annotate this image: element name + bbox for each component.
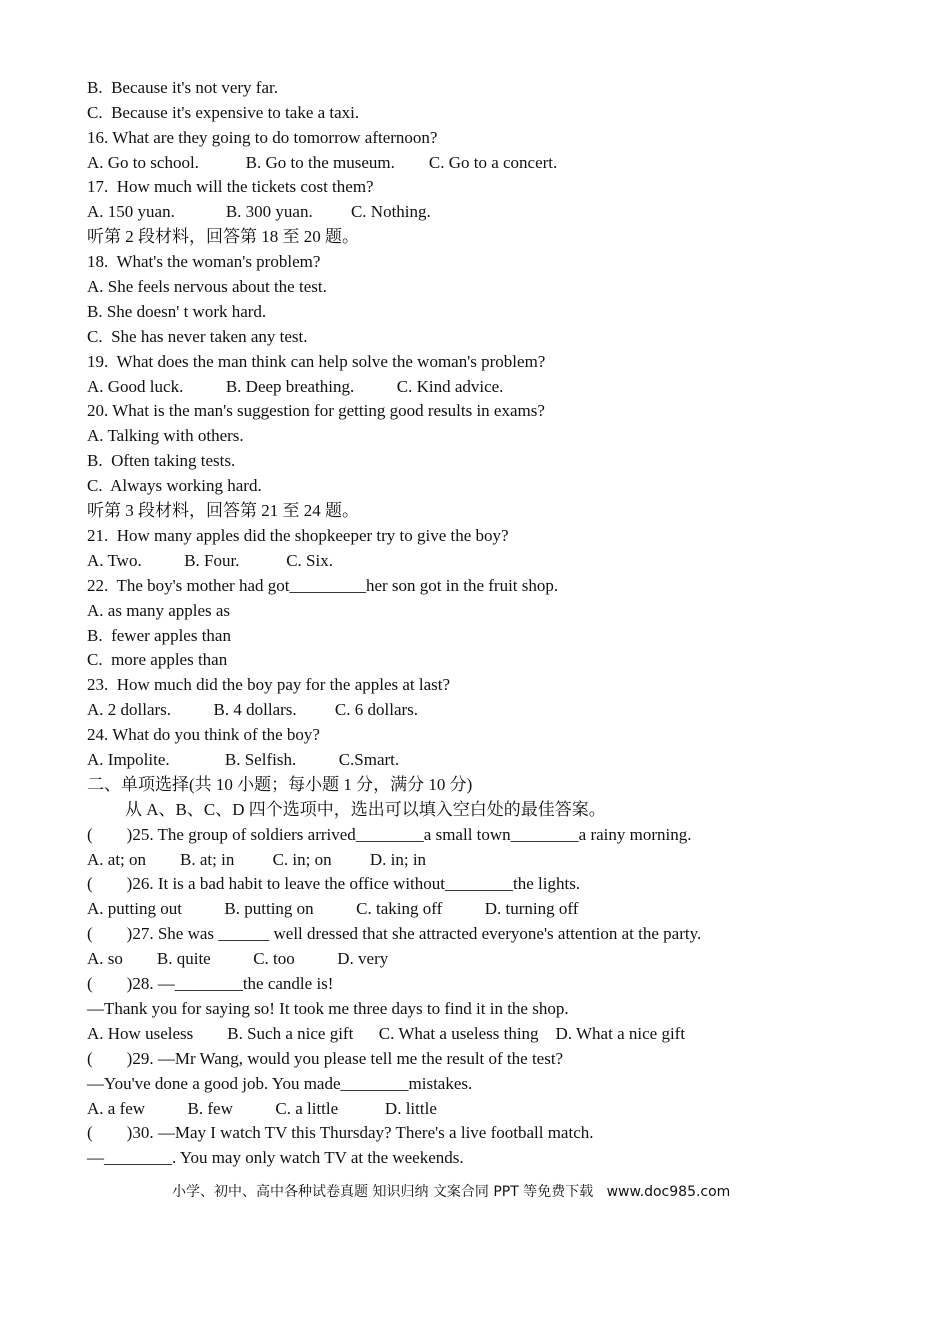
options-29: A. a few B. few C. a little D. little [87,1099,437,1118]
question-16: 16. What are they going to do tomorrow afternoon? [87,128,438,147]
option-line: C. She has never taken any test. [87,327,308,346]
section-heading: 二、单项选择(共 10 小题；每小题 1 分，满分 10 分) [87,775,473,794]
option-line: B. fewer apples than [87,626,231,645]
question-22: 22. The boy's mother had got_________her son got in the fruit shop. [87,576,559,595]
options-23: A. 2 dollars. B. 4 dollars. C. 6 dollars. [87,700,419,719]
page-footer: 小学、初中、高中各种试卷真题 知识归纳 文案合同 PPT 等免费下载 www.doc985.com [172,1184,731,1200]
question-20: 20. What is the man's suggestion for getting good results in exams? [87,401,545,420]
option-line: C. more apples than [87,650,228,669]
text-line: B. Because it's not very far. [87,78,278,97]
options-19: A. Good luck. B. Deep breathing. C. Kind advice. [87,377,504,396]
options-25: A. at; on B. at; in C. in; on D. in; in [87,850,427,869]
section-heading: 听第 3 段材料，回答第 21 至 24 题。 [87,501,359,520]
question-23: 23. How much did the boy pay for the apples at last? [87,675,451,694]
question-26: ( )26. It is a bad habit to leave the office without________the lights. [87,874,581,893]
options-28: A. How useless B. Such a nice gift C. What a useless thing D. What a nice gift [87,1024,686,1043]
options-21: A. Two. B. Four. C. Six. [87,551,333,570]
question-24: 24. What do you think of the boy? [87,725,320,744]
section-heading: 听第 2 段材料，回答第 18 至 20 题。 [87,227,359,246]
dialogue-line: —Thank you for saying so! It took me three days to find it in the shop. [87,999,569,1018]
text-line: C. Because it's expensive to take a taxi. [87,103,360,122]
option-line: A. She feels nervous about the test. [87,277,327,296]
option-line: B. Often taking tests. [87,451,236,470]
question-27: ( )27. She was ______ well dressed that she attracted everyone's attention at the party. [87,924,702,943]
section-instruction: 从 A、B、C、D 四个选项中，选出可以填入空白处的最佳答案。 [125,800,606,819]
options-16: A. Go to school. B. Go to the museum. C. Go to a concert. [87,153,558,172]
question-19: 19. What does the man think can help solve the woman's problem? [87,352,546,371]
option-line: B. She doesn' t work hard. [87,302,267,321]
question-18: 18. What's the woman's problem? [87,252,321,271]
dialogue-line: —You've done a good job. You made________mistakes. [87,1074,473,1093]
question-30: ( )30. —May I watch TV this Thursday? There's a live football match. [87,1123,594,1142]
option-line: A. Talking with others. [87,426,244,445]
option-line: A. as many apples as [87,601,231,620]
question-25: ( )25. The group of soldiers arrived________a small town________a rainy morning. [87,825,692,844]
options-17: A. 150 yuan. B. 300 yuan. C. Nothing. [87,202,431,221]
question-17: 17. How much will the tickets cost them? [87,177,374,196]
option-line: C. Always working hard. [87,476,262,495]
question-29: ( )29. —Mr Wang, would you please tell me the result of the test? [87,1049,564,1068]
options-27: A. so B. quite C. too D. very [87,949,389,968]
question-21: 21. How many apples did the shopkeeper try to give the boy? [87,526,509,545]
dialogue-line: —________. You may only watch TV at the weekends. [87,1148,464,1167]
options-26: A. putting out B. putting on C. taking off D. turning off [87,899,579,918]
options-24: A. Impolite. B. Selfish. C.Smart. [87,750,400,769]
question-28: ( )28. —________the candle is! [87,974,334,993]
